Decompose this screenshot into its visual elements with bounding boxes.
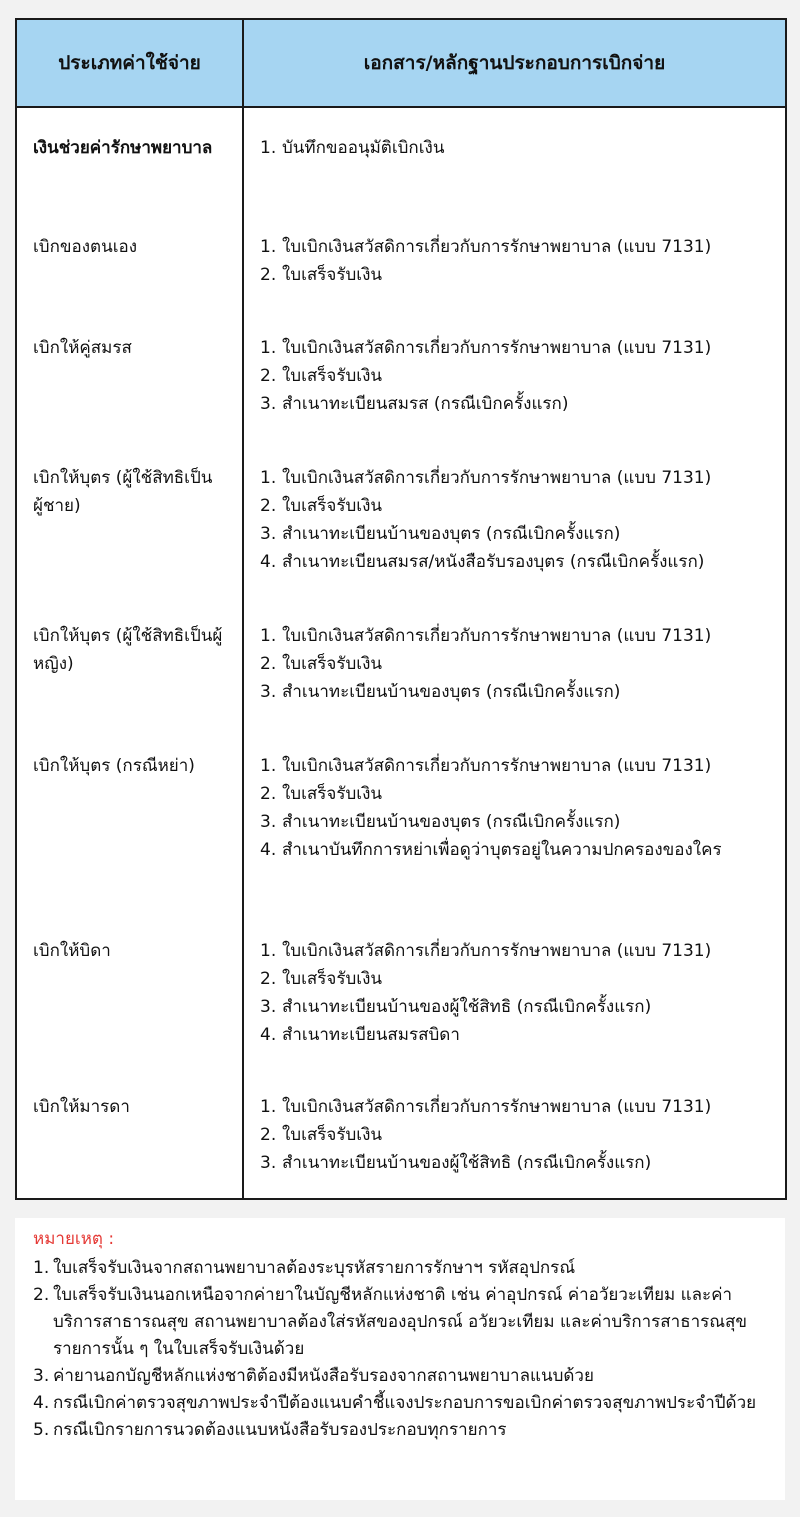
reimbursement-documents-table — [15, 18, 787, 1200]
table-row — [16, 730, 786, 915]
document-item-text: สำเนาทะเบียนบ้านของบุตร (กรณีเบิกครั้งแรก) — [282, 682, 621, 702]
document-item — [260, 1021, 775, 1049]
document-item-number: 3. — [260, 812, 277, 832]
document-item — [260, 261, 775, 289]
document-item-text: สำเนาทะเบียนสมรสบิดา — [282, 1025, 460, 1045]
document-item-number: 1. — [260, 468, 277, 488]
expense-category: เบิกให้บุตร (ผู้ใช้สิทธิเป็นผู้หญิง) — [16, 600, 243, 730]
document-item-text: ใบเบิกเงินสวัสดิการเกี่ยวกับการรักษาพยาบาล (แบบ 7131) — [282, 237, 712, 257]
document-item-number: 3. — [260, 997, 277, 1017]
document-item — [260, 520, 775, 548]
document-item — [260, 134, 775, 162]
table-row — [16, 211, 786, 312]
header-expense-type: ประเภทค่าใช้จ่าย — [16, 19, 243, 107]
document-item-text: สำเนาทะเบียนสมรส (กรณีเบิกครั้งแรก) — [282, 394, 569, 414]
document-item — [260, 836, 775, 864]
document-item — [260, 937, 775, 965]
document-item-number: 2. — [260, 1125, 277, 1145]
note-item-text: ค่ายานอกบัญชีหลักแห่งชาติต้องมีหนังสือรับรองจากสถานพยาบาลแนบด้วย — [53, 1366, 594, 1386]
document-item-text: สำเนาทะเบียนบ้านของบุตร (กรณีเบิกครั้งแรก) — [282, 812, 621, 832]
document-item-text: ใบเสร็จรับเงิน — [282, 496, 383, 516]
document-item-text: ใบเสร็จรับเงิน — [282, 1125, 383, 1145]
notes-title: หมายเหตุ : — [33, 1229, 115, 1249]
expense-category: เบิกให้บิดา — [16, 915, 243, 1071]
document-item — [260, 1093, 775, 1121]
required-documents — [243, 312, 786, 442]
document-item-text: ใบเบิกเงินสวัสดิการเกี่ยวกับการรักษาพยาบาล (แบบ 7131) — [282, 1097, 712, 1117]
document-item-text: สำเนาบันทึกการหย่าเพื่อดูว่าบุตรอยู่ในความปกครองของใคร — [282, 840, 722, 860]
document-item-number: 2. — [260, 969, 277, 989]
header-documents: เอกสาร/หลักฐานประกอบการเบิกจ่าย — [243, 19, 786, 107]
document-item-text: ใบเสร็จรับเงิน — [282, 265, 383, 285]
document-item-text: สำเนาทะเบียนสมรส/หนังสือรับรองบุตร (กรณีเบิกครั้งแรก) — [282, 552, 705, 572]
document-item — [260, 548, 775, 576]
table-row — [16, 915, 786, 1071]
document-item — [260, 334, 775, 362]
document-item-text: สำเนาทะเบียนบ้านของผู้ใช้สิทธิ (กรณีเบิกครั้งแรก) — [282, 1153, 652, 1173]
document-item — [260, 1121, 775, 1149]
table-row — [16, 1071, 786, 1199]
document-item-number: 1. — [260, 941, 277, 961]
document-item-number: 3. — [260, 1153, 277, 1173]
document-item-text: สำเนาทะเบียนบ้านของผู้ใช้สิทธิ (กรณีเบิกครั้งแรก) — [282, 997, 652, 1017]
document-list — [260, 752, 775, 864]
document-item — [260, 780, 775, 808]
table-row — [16, 442, 786, 600]
note-item-text: ใบเสร็จรับเงินจากสถานพยาบาลต้องระบุรหัสรายการรักษาฯ รหัสอุปกรณ์ — [53, 1258, 576, 1278]
expense-category: เบิกให้มารดา — [16, 1071, 243, 1199]
document-list — [260, 464, 775, 576]
document-item — [260, 808, 775, 836]
note-item — [33, 1417, 767, 1444]
document-item — [260, 622, 775, 650]
expense-category: เบิกให้บุตร (ผู้ใช้สิทธิเป็นผู้ชาย) — [16, 442, 243, 600]
table-row — [16, 107, 786, 211]
note-item — [33, 1363, 767, 1390]
document-item-number: 1. — [260, 138, 277, 158]
document-item — [260, 492, 775, 520]
document-item-number: 4. — [260, 1025, 277, 1045]
document-item-text: ใบเบิกเงินสวัสดิการเกี่ยวกับการรักษาพยาบาล (แบบ 7131) — [282, 756, 712, 776]
document-item-text: ใบเสร็จรับเงิน — [282, 366, 383, 386]
required-documents — [243, 730, 786, 915]
note-item-text: ใบเสร็จรับเงินนอกเหนือจากค่ายาในบัญชีหลักแห่งชาติ เช่น ค่าอุปกรณ์ ค่าอวัยวะเทียม และค่าบริการสาธารณสุข สถานพยาบาลต้องใส่รหัสของอุปกรณ์ อวัยวะเทียม และค่าบริการสาธารณสุขรายการนั้น ๆ ในใบเสร็จรับเงินด้วย — [53, 1285, 748, 1359]
required-documents — [243, 1071, 786, 1199]
document-item-number: 3. — [260, 682, 277, 702]
expense-category: เบิกของตนเอง — [16, 211, 243, 312]
document-item-text: ใบเสร็จรับเงิน — [282, 654, 383, 674]
document-item-text: สำเนาทะเบียนบ้านของบุตร (กรณีเบิกครั้งแรก) — [282, 524, 621, 544]
note-item-number: 1. — [33, 1258, 50, 1278]
document-item-number: 2. — [260, 366, 277, 386]
document-item — [260, 678, 775, 706]
notes-list — [33, 1255, 767, 1444]
note-item-text: กรณีเบิกรายการนวดต้องแนบหนังสือรับรองประกอบทุกรายการ — [53, 1420, 507, 1440]
document-item-number: 4. — [260, 552, 277, 572]
required-documents — [243, 107, 786, 211]
expense-category: เงินช่วยค่ารักษาพยาบาล — [16, 107, 243, 211]
document-item-number: 2. — [260, 784, 277, 804]
document-item-text: ใบเบิกเงินสวัสดิการเกี่ยวกับการรักษาพยาบาล (แบบ 7131) — [282, 941, 712, 961]
expense-category: เบิกให้บุตร (กรณีหย่า) — [16, 730, 243, 915]
note-item-number: 4. — [33, 1393, 50, 1413]
note-item — [33, 1282, 767, 1363]
note-item-number: 5. — [33, 1420, 50, 1440]
note-item-text: กรณีเบิกค่าตรวจสุขภาพประจำปีต้องแนบคำชี้แจงประกอบการขอเบิกค่าตรวจสุขภาพประจำปีด้วย — [53, 1393, 757, 1413]
document-item-number: 2. — [260, 265, 277, 285]
document-item-number: 4. — [260, 840, 277, 860]
document-item-number: 1. — [260, 756, 277, 776]
document-list — [260, 937, 775, 1049]
document-item — [260, 464, 775, 492]
document-item-text: ใบเบิกเงินสวัสดิการเกี่ยวกับการรักษาพยาบาล (แบบ 7131) — [282, 338, 712, 358]
document-item-text: บันทึกขออนุมัติเบิกเงิน — [282, 138, 445, 158]
document-item-number: 1. — [260, 626, 277, 646]
required-documents — [243, 600, 786, 730]
document-list — [260, 233, 775, 289]
note-item — [33, 1255, 767, 1282]
document-item-text: ใบเบิกเงินสวัสดิการเกี่ยวกับการรักษาพยาบาล (แบบ 7131) — [282, 626, 712, 646]
note-item — [33, 1390, 767, 1417]
document-item — [260, 362, 775, 390]
table-row — [16, 600, 786, 730]
required-documents — [243, 211, 786, 312]
note-item-number: 3. — [33, 1366, 50, 1386]
expense-category: เบิกให้คู่สมรส — [16, 312, 243, 442]
document-item — [260, 752, 775, 780]
table-body — [16, 107, 786, 1199]
document-item — [260, 993, 775, 1021]
document-item — [260, 965, 775, 993]
document-list — [260, 1093, 775, 1177]
document-item-number: 1. — [260, 338, 277, 358]
document-item-text: ใบเสร็จรับเงิน — [282, 969, 383, 989]
document-item-number: 3. — [260, 524, 277, 544]
document-item-number: 2. — [260, 496, 277, 516]
document-list — [260, 622, 775, 706]
document-item-number: 1. — [260, 237, 277, 257]
document-item — [260, 390, 775, 418]
document-item-number: 3. — [260, 394, 277, 414]
document-item-number: 2. — [260, 654, 277, 674]
table-row — [16, 312, 786, 442]
document-item — [260, 1149, 775, 1177]
document-item-text: ใบเบิกเงินสวัสดิการเกี่ยวกับการรักษาพยาบาล (แบบ 7131) — [282, 468, 712, 488]
document-list — [260, 134, 775, 162]
table-header-row — [16, 19, 786, 107]
note-item-number: 2. — [33, 1285, 50, 1305]
document-item — [260, 650, 775, 678]
document-list — [260, 334, 775, 418]
document-item-text: ใบเสร็จรับเงิน — [282, 784, 383, 804]
required-documents — [243, 442, 786, 600]
document-item — [260, 233, 775, 261]
document-item-number: 1. — [260, 1097, 277, 1117]
notes-section — [15, 1218, 785, 1500]
required-documents — [243, 915, 786, 1071]
